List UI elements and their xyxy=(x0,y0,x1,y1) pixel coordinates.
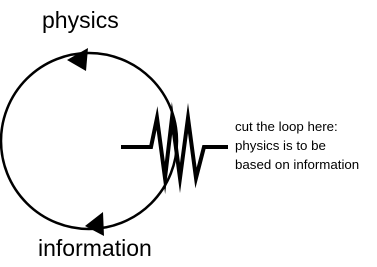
annotation-line-1: cut the loop here: xyxy=(235,119,338,134)
resistor-cut-symbol xyxy=(121,118,228,178)
arrowhead-top xyxy=(67,48,88,71)
annotation-line-2: physics is to be xyxy=(235,138,326,153)
arrowhead-bottom xyxy=(85,212,104,236)
cut-annotation xyxy=(235,117,359,174)
annotation-line-3: based on information xyxy=(235,157,360,172)
information-label: information xyxy=(38,235,152,261)
physics-label: physics xyxy=(42,7,119,33)
